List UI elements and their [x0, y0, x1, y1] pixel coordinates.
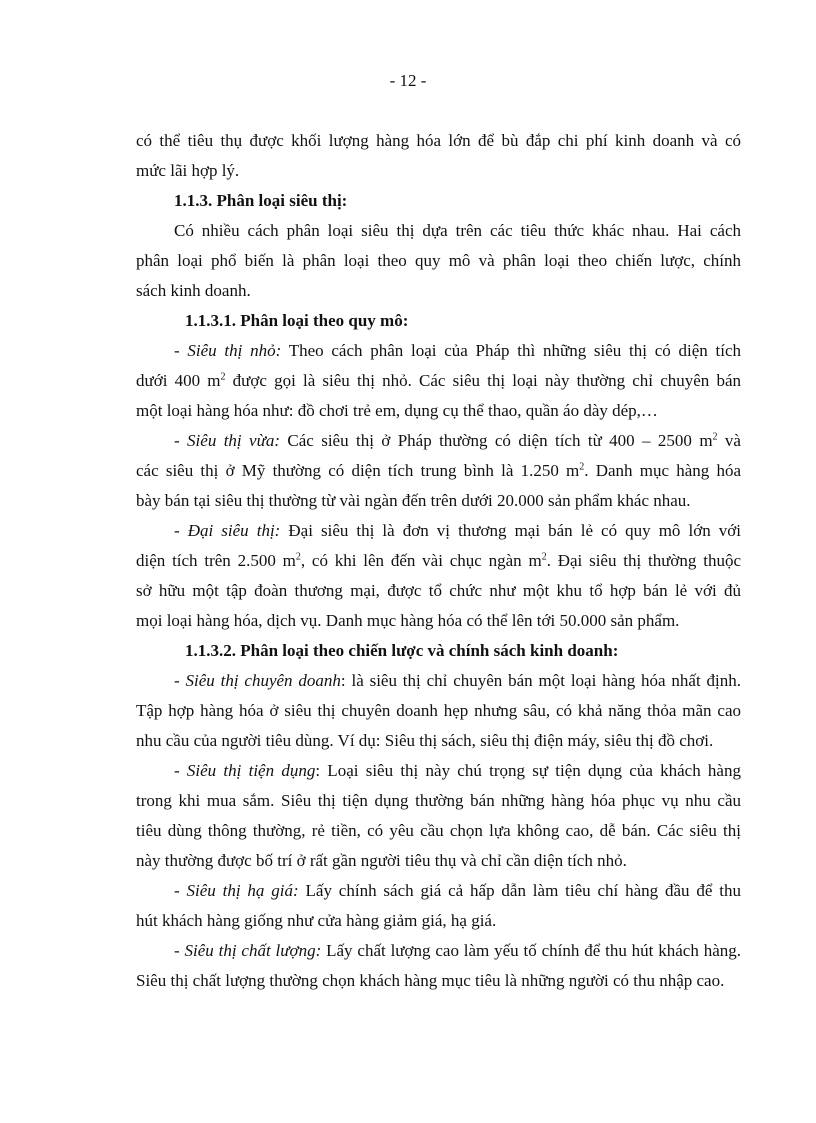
paragraph-line: [136, 816, 741, 846]
page-number: - 12 -: [389, 71, 427, 90]
paragraph-line: [136, 876, 741, 906]
text-run: : là siêu thị chỉ chuyên bán một loại hàng hóa nhất định.: [340, 671, 742, 690]
text-run: được gọi là siêu thị nhỏ. Các siêu thị loại này thường chỉ chuyên bán: [225, 371, 742, 390]
paragraph-line: [136, 426, 741, 456]
superscript: 2: [295, 551, 301, 563]
term-quality-supermarket: Siêu thị chất lượng:: [184, 941, 322, 960]
paragraph-line: [136, 696, 741, 726]
dash: -: [174, 881, 187, 900]
dash: -: [174, 521, 188, 540]
text-run: Siêu thị chất lượng thường chọn khách hàng mục tiêu là những người có thu nhập cao.: [136, 971, 725, 990]
text-run: có thể tiêu thụ được khối lượng hàng hóa lớn để bù đắp chi phí kinh doanh và có: [136, 131, 741, 150]
text-run: các siêu thị ở Mỹ thường có diện tích trung bình là 1.250 m: [136, 461, 580, 480]
section-heading-1-1-3: 1.1.3. Phân loại siêu thị:: [174, 191, 348, 210]
paragraph-line: [136, 966, 741, 996]
superscript: 2: [712, 431, 718, 443]
text-run: . Danh mục hàng hóa: [584, 461, 741, 480]
text-run: này thường được bố trí ở rất gần người tiêu thụ và chỉ cần diện tích nhỏ.: [136, 851, 627, 870]
paragraph-line: [136, 516, 741, 546]
paragraph-line: [136, 726, 741, 756]
text-run: hút khách hàng giống như cửa hàng giảm giá, hạ giá.: [136, 911, 497, 930]
text-run: Lấy chất lượng cao làm yếu tố chính để thu hút khách hàng.: [321, 941, 741, 960]
section-heading-1-1-3-2: 1.1.3.2. Phân loại theo chiến lược và chính sách kinh doanh:: [185, 641, 619, 660]
paragraph-line: [136, 906, 741, 936]
text-run: . Đại siêu thị thường thuộc: [546, 551, 741, 570]
document-body: [136, 126, 741, 996]
paragraph-line: [136, 576, 741, 606]
term-small-supermarket: Siêu thị nhỏ:: [187, 341, 282, 360]
paragraph-line: [136, 276, 741, 306]
text-run: diện tích trên 2.500 m: [136, 551, 296, 570]
text-run: , có khi lên đến vài chục ngàn m: [300, 551, 542, 570]
paragraph-line: [136, 366, 741, 396]
dash: -: [174, 671, 186, 690]
paragraph-line: [136, 396, 741, 426]
paragraph-line: [136, 246, 741, 276]
paragraph-line: [136, 606, 741, 636]
paragraph-line: [136, 336, 741, 366]
text-run: : Loại siêu thị này chú trọng sự tiện dụng của khách hàng: [315, 761, 741, 780]
term-medium-supermarket: Siêu thị vừa:: [187, 431, 281, 450]
text-run: và: [717, 431, 741, 450]
section-heading-1-1-3-1: 1.1.3.1. Phân loại theo quy mô:: [185, 311, 409, 330]
paragraph-line: [136, 456, 741, 486]
text-run: Các siêu thị ở Pháp thường có diện tích từ 400 – 2500 m: [280, 431, 713, 450]
paragraph-line: [136, 786, 741, 816]
paragraph-line: [136, 156, 741, 186]
dash: -: [174, 941, 185, 960]
text-run: Lấy chính sách giá cả hấp dẫn làm tiêu chí hàng đầu để thu: [298, 881, 741, 900]
term-discount-supermarket: Siêu thị hạ giá:: [186, 881, 299, 900]
text-run: Đại siêu thị là đơn vị thương mại bán lẻ có quy mô lớn với: [280, 521, 741, 540]
text-run: Theo cách phân loại của Pháp thì những siêu thị có diện tích: [281, 341, 741, 360]
paragraph-line: [136, 756, 741, 786]
dash: -: [174, 341, 188, 360]
term-specialty-supermarket: Siêu thị chuyên doanh: [185, 671, 341, 690]
paragraph-line: [136, 846, 741, 876]
paragraph-line: [136, 126, 741, 156]
text-run: một loại hàng hóa như: đồ chơi trẻ em, dụng cụ thể thao, quần áo dày dép,…: [136, 401, 658, 420]
text-run: dưới 400 m: [136, 371, 221, 390]
text-run: sách kinh doanh.: [136, 281, 251, 300]
dash: -: [174, 761, 187, 780]
text-run: Có nhiều cách phân loại siêu thị dựa trên các tiêu thức khác nhau. Hai cách: [174, 221, 741, 240]
paragraph-line: [136, 216, 741, 246]
paragraph-line: [136, 666, 741, 696]
text-run: mức lãi hợp lý.: [136, 161, 240, 180]
text-run: sở hữu một tập đoàn thương mại, được tổ chức như một khu tổ hợp bán lẻ với đủ: [136, 581, 741, 600]
text-run: phân loại phổ biến là phân loại theo quy mô và phân loại theo chiến lược, chính: [136, 251, 741, 270]
text-run: tiêu dùng thông thường, rẻ tiền, có yêu cầu chọn lựa không cao, dễ bán. Các siêu thị: [136, 821, 741, 840]
paragraph-line: [136, 546, 741, 576]
text-run: nhu cầu của người tiêu dùng. Ví dụ: Siêu thị sách, siêu thị điện máy, siêu thị đồ chơi.: [136, 731, 714, 750]
text-run: mọi loại hàng hóa, dịch vụ. Danh mục hàng hóa có thể lên tới 50.000 sản phẩm.: [136, 611, 680, 630]
superscript: 2: [541, 551, 547, 563]
term-convenience-supermarket: Siêu thị tiện dụng: [186, 761, 316, 780]
superscript: 2: [220, 371, 226, 383]
text-run: trong khi mua sắm. Siêu thị tiện dụng thường bán những hàng hóa phục vụ nhu cầu: [136, 791, 741, 810]
superscript: 2: [579, 461, 585, 473]
dash: -: [174, 431, 188, 450]
text-run: bày bán tại siêu thị thường từ vài ngàn đến trên dưới 20.000 sản phẩm khác nhau.: [136, 491, 691, 510]
paragraph-line: [136, 936, 741, 966]
term-hypermarket: Đại siêu thị:: [187, 521, 281, 540]
paragraph-line: [136, 486, 741, 516]
text-run: Tập hợp hàng hóa ở siêu thị chuyên doanh hẹp nhưng sâu, có khả năng thỏa mãn cao: [136, 701, 741, 720]
